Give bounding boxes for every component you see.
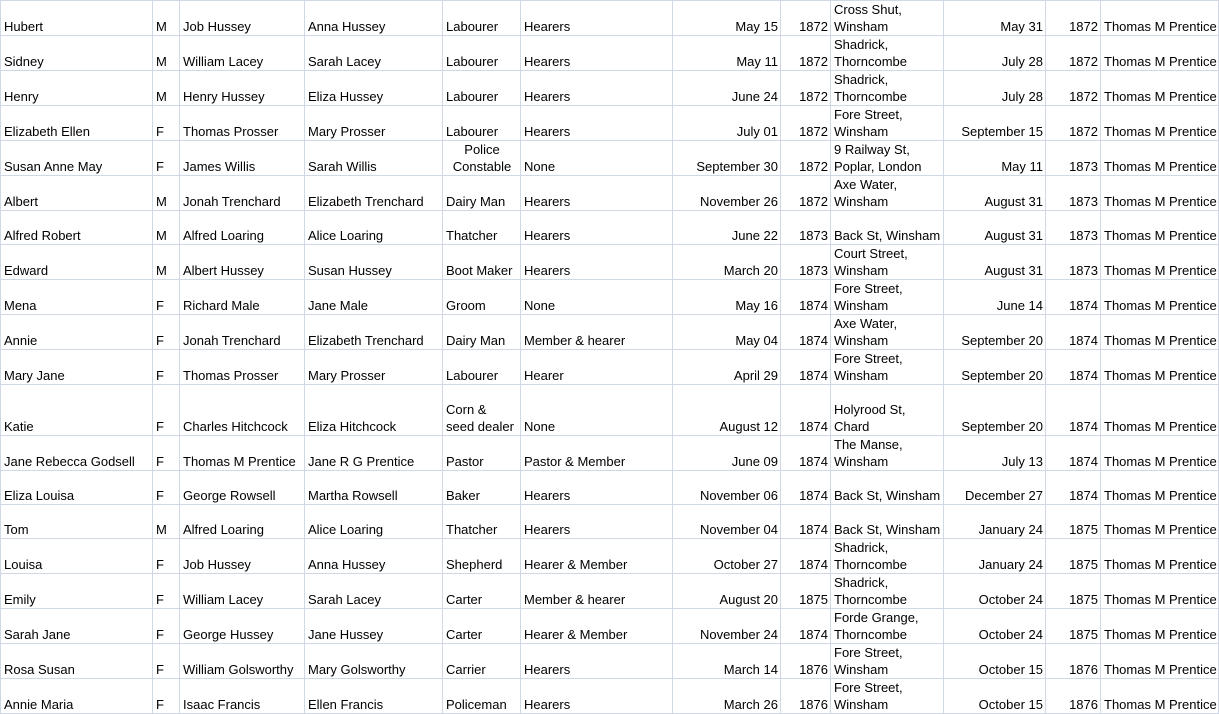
cell-address[interactable]: Shadrick, Thorncombe bbox=[831, 71, 944, 106]
cell-status[interactable]: Hearers bbox=[521, 1, 673, 36]
cell-baptism-date[interactable]: December 27 bbox=[944, 471, 1046, 505]
cell-occupation[interactable]: Dairy Man bbox=[443, 176, 521, 211]
cell-baptism-date[interactable]: August 31 bbox=[944, 176, 1046, 211]
cell-status[interactable]: Hearers bbox=[521, 106, 673, 141]
cell-occupation[interactable]: Dairy Man bbox=[443, 315, 521, 350]
cell-status[interactable]: Pastor & Member bbox=[521, 436, 673, 471]
cell-baptism-date[interactable]: January 24 bbox=[944, 505, 1046, 539]
table-row bbox=[1, 539, 1219, 574]
table-row bbox=[1, 471, 1219, 505]
cell-baptism-date[interactable]: September 20 bbox=[944, 315, 1046, 350]
spreadsheet-rows bbox=[1, 1, 1219, 714]
cell-child-name[interactable]: Albert bbox=[1, 176, 153, 211]
cell-sex[interactable]: F bbox=[153, 350, 180, 385]
cell-father[interactable]: George Rowsell bbox=[180, 471, 305, 505]
cell-birth-year[interactable]: 1872 bbox=[781, 36, 831, 71]
cell-birth-date[interactable]: May 15 bbox=[673, 1, 781, 36]
cell-baptism-year[interactable]: 1876 bbox=[1046, 644, 1101, 679]
cell-mother[interactable]: Ellen Francis bbox=[305, 679, 443, 714]
cell-status[interactable]: Hearer bbox=[521, 350, 673, 385]
cell-birth-date[interactable]: November 26 bbox=[673, 176, 781, 211]
table-row bbox=[1, 679, 1219, 714]
cell-minister[interactable]: Thomas M Prentice bbox=[1101, 141, 1219, 176]
cell-sex[interactable]: F bbox=[153, 609, 180, 644]
cell-birth-year[interactable]: 1874 bbox=[781, 385, 831, 436]
cell-minister[interactable]: Thomas M Prentice bbox=[1101, 211, 1219, 245]
cell-birth-year[interactable]: 1873 bbox=[781, 245, 831, 280]
cell-address[interactable]: Shadrick, Thorncombe bbox=[831, 574, 944, 609]
cell-birth-year[interactable]: 1872 bbox=[781, 1, 831, 36]
table-row bbox=[1, 176, 1219, 211]
cell-sex[interactable]: M bbox=[153, 36, 180, 71]
cell-baptism-date[interactable]: May 11 bbox=[944, 141, 1046, 176]
cell-child-name[interactable]: Edward bbox=[1, 245, 153, 280]
cell-status[interactable]: None bbox=[521, 141, 673, 176]
cell-child-name[interactable]: Mena bbox=[1, 280, 153, 315]
cell-minister[interactable]: Thomas M Prentice bbox=[1101, 644, 1219, 679]
cell-birth-year[interactable]: 1872 bbox=[781, 176, 831, 211]
cell-father[interactable]: Jonah Trenchard bbox=[180, 176, 305, 211]
cell-status[interactable]: Hearer & Member bbox=[521, 609, 673, 644]
cell-address[interactable]: Back St, Winsham bbox=[831, 471, 944, 505]
cell-baptism-year[interactable]: 1875 bbox=[1046, 574, 1101, 609]
cell-address[interactable]: Fore Street, Winsham bbox=[831, 106, 944, 141]
cell-child-name[interactable]: Alfred Robert bbox=[1, 211, 153, 245]
cell-minister[interactable]: Thomas M Prentice bbox=[1101, 385, 1219, 436]
cell-mother[interactable]: Jane R G Prentice bbox=[305, 436, 443, 471]
cell-birth-year[interactable]: 1874 bbox=[781, 315, 831, 350]
cell-birth-date[interactable]: March 14 bbox=[673, 644, 781, 679]
cell-occupation[interactable]: Labourer bbox=[443, 1, 521, 36]
table-row bbox=[1, 385, 1219, 436]
cell-minister[interactable]: Thomas M Prentice bbox=[1101, 245, 1219, 280]
cell-birth-date[interactable]: June 09 bbox=[673, 436, 781, 471]
cell-baptism-year[interactable]: 1874 bbox=[1046, 350, 1101, 385]
cell-birth-date[interactable]: April 29 bbox=[673, 350, 781, 385]
cell-address[interactable]: 9 Railway St, Poplar, London bbox=[831, 141, 944, 176]
cell-sex[interactable]: M bbox=[153, 245, 180, 280]
cell-occupation[interactable]: Carter bbox=[443, 609, 521, 644]
cell-birth-year[interactable]: 1874 bbox=[781, 350, 831, 385]
cell-baptism-year[interactable]: 1875 bbox=[1046, 505, 1101, 539]
cell-birth-date[interactable]: May 04 bbox=[673, 315, 781, 350]
cell-baptism-date[interactable]: September 20 bbox=[944, 385, 1046, 436]
cell-baptism-year[interactable]: 1874 bbox=[1046, 436, 1101, 471]
cell-minister[interactable]: Thomas M Prentice bbox=[1101, 436, 1219, 471]
cell-occupation[interactable]: Labourer bbox=[443, 106, 521, 141]
cell-father[interactable]: Alfred Loaring bbox=[180, 505, 305, 539]
cell-baptism-date[interactable]: October 24 bbox=[944, 609, 1046, 644]
cell-minister[interactable]: Thomas M Prentice bbox=[1101, 176, 1219, 211]
cell-child-name[interactable]: Emily bbox=[1, 574, 153, 609]
cell-occupation[interactable]: Groom bbox=[443, 280, 521, 315]
cell-minister[interactable]: Thomas M Prentice bbox=[1101, 106, 1219, 141]
cell-child-name[interactable]: Katie bbox=[1, 385, 153, 436]
cell-sex[interactable]: M bbox=[153, 1, 180, 36]
cell-birth-date[interactable]: August 12 bbox=[673, 385, 781, 436]
cell-minister[interactable]: Thomas M Prentice bbox=[1101, 679, 1219, 714]
cell-mother[interactable]: Susan Hussey bbox=[305, 245, 443, 280]
cell-birth-date[interactable]: August 20 bbox=[673, 574, 781, 609]
cell-occupation[interactable]: Baker bbox=[443, 471, 521, 505]
cell-child-name[interactable]: Hubert bbox=[1, 1, 153, 36]
cell-address[interactable]: Back St, Winsham bbox=[831, 211, 944, 245]
cell-child-name[interactable]: Sidney bbox=[1, 36, 153, 71]
cell-sex[interactable]: F bbox=[153, 385, 180, 436]
cell-status[interactable]: Member & hearer bbox=[521, 315, 673, 350]
cell-sex[interactable]: F bbox=[153, 471, 180, 505]
cell-birth-date[interactable]: March 20 bbox=[673, 245, 781, 280]
cell-father[interactable]: Job Hussey bbox=[180, 539, 305, 574]
cell-birth-date[interactable]: March 26 bbox=[673, 679, 781, 714]
cell-baptism-date[interactable]: October 15 bbox=[944, 679, 1046, 714]
cell-baptism-date[interactable]: September 20 bbox=[944, 350, 1046, 385]
cell-baptism-year[interactable]: 1872 bbox=[1046, 1, 1101, 36]
cell-occupation[interactable]: Carter bbox=[443, 574, 521, 609]
cell-mother[interactable]: Sarah Lacey bbox=[305, 574, 443, 609]
cell-birth-date[interactable]: November 04 bbox=[673, 505, 781, 539]
cell-address[interactable]: Axe Water, Winsham bbox=[831, 315, 944, 350]
cell-minister[interactable]: Thomas M Prentice bbox=[1101, 471, 1219, 505]
cell-mother[interactable]: Elizabeth Trenchard bbox=[305, 176, 443, 211]
cell-birth-year[interactable]: 1873 bbox=[781, 211, 831, 245]
cell-father[interactable]: Job Hussey bbox=[180, 1, 305, 36]
cell-minister[interactable]: Thomas M Prentice bbox=[1101, 505, 1219, 539]
table-row bbox=[1, 505, 1219, 539]
cell-child-name[interactable]: Eliza Louisa bbox=[1, 471, 153, 505]
cell-birth-year[interactable]: 1874 bbox=[781, 471, 831, 505]
cell-sex[interactable]: M bbox=[153, 211, 180, 245]
cell-baptism-date[interactable]: August 31 bbox=[944, 211, 1046, 245]
cell-father[interactable]: Henry Hussey bbox=[180, 71, 305, 106]
cell-birth-date[interactable]: November 24 bbox=[673, 609, 781, 644]
cell-father[interactable]: Thomas M Prentice bbox=[180, 436, 305, 471]
cell-birth-year[interactable]: 1874 bbox=[781, 539, 831, 574]
cell-status[interactable]: Hearers bbox=[521, 505, 673, 539]
cell-baptism-year[interactable]: 1873 bbox=[1046, 176, 1101, 211]
table-row bbox=[1, 36, 1219, 71]
cell-sex[interactable]: M bbox=[153, 71, 180, 106]
cell-baptism-date[interactable]: June 14 bbox=[944, 280, 1046, 315]
table-row bbox=[1, 141, 1219, 176]
cell-birth-date[interactable]: July 01 bbox=[673, 106, 781, 141]
cell-occupation[interactable]: Police Constable bbox=[443, 141, 521, 176]
cell-baptism-year[interactable]: 1873 bbox=[1046, 141, 1101, 176]
cell-child-name[interactable]: Henry bbox=[1, 71, 153, 106]
cell-baptism-year[interactable]: 1872 bbox=[1046, 71, 1101, 106]
cell-father[interactable]: Albert Hussey bbox=[180, 245, 305, 280]
cell-mother[interactable]: Eliza Hitchcock bbox=[305, 385, 443, 436]
cell-baptism-date[interactable]: July 13 bbox=[944, 436, 1046, 471]
cell-birth-year[interactable]: 1874 bbox=[781, 609, 831, 644]
table-row bbox=[1, 1, 1219, 36]
cell-mother[interactable]: Mary Prosser bbox=[305, 350, 443, 385]
cell-mother[interactable]: Jane Male bbox=[305, 280, 443, 315]
cell-mother[interactable]: Mary Golsworthy bbox=[305, 644, 443, 679]
cell-birth-date[interactable]: September 30 bbox=[673, 141, 781, 176]
cell-father[interactable]: Alfred Loaring bbox=[180, 211, 305, 245]
cell-status[interactable]: Hearers bbox=[521, 176, 673, 211]
cell-occupation[interactable]: Labourer bbox=[443, 71, 521, 106]
cell-address[interactable]: Shadrick, Thorncombe bbox=[831, 36, 944, 71]
cell-occupation[interactable]: Shepherd bbox=[443, 539, 521, 574]
cell-father[interactable]: Charles Hitchcock bbox=[180, 385, 305, 436]
cell-baptism-date[interactable]: May 31 bbox=[944, 1, 1046, 36]
cell-baptism-date[interactable]: January 24 bbox=[944, 539, 1046, 574]
cell-father[interactable]: William Golsworthy bbox=[180, 644, 305, 679]
cell-sex[interactable]: F bbox=[153, 436, 180, 471]
cell-birth-date[interactable]: May 16 bbox=[673, 280, 781, 315]
cell-baptism-date[interactable]: July 28 bbox=[944, 71, 1046, 106]
cell-address[interactable]: Court Street, Winsham bbox=[831, 245, 944, 280]
cell-status[interactable]: Hearers bbox=[521, 211, 673, 245]
cell-minister[interactable]: Thomas M Prentice bbox=[1101, 280, 1219, 315]
cell-father[interactable]: William Lacey bbox=[180, 574, 305, 609]
cell-occupation[interactable]: Thatcher bbox=[443, 505, 521, 539]
cell-sex[interactable]: F bbox=[153, 106, 180, 141]
cell-status[interactable]: Member & hearer bbox=[521, 574, 673, 609]
cell-baptism-year[interactable]: 1875 bbox=[1046, 539, 1101, 574]
cell-mother[interactable]: Mary Prosser bbox=[305, 106, 443, 141]
cell-birth-year[interactable]: 1876 bbox=[781, 644, 831, 679]
cell-child-name[interactable]: Mary Jane bbox=[1, 350, 153, 385]
cell-birth-year[interactable]: 1872 bbox=[781, 106, 831, 141]
cell-minister[interactable]: Thomas M Prentice bbox=[1101, 539, 1219, 574]
cell-father[interactable]: Thomas Prosser bbox=[180, 350, 305, 385]
cell-baptism-year[interactable]: 1873 bbox=[1046, 245, 1101, 280]
table-row bbox=[1, 211, 1219, 245]
cell-minister[interactable]: Thomas M Prentice bbox=[1101, 36, 1219, 71]
cell-address[interactable]: Back St, Winsham bbox=[831, 505, 944, 539]
cell-mother[interactable]: Anna Hussey bbox=[305, 539, 443, 574]
cell-sex[interactable]: F bbox=[153, 280, 180, 315]
cell-occupation[interactable]: Corn & seed dealer bbox=[443, 385, 521, 436]
cell-minister[interactable]: Thomas M Prentice bbox=[1101, 71, 1219, 106]
cell-baptism-year[interactable]: 1874 bbox=[1046, 385, 1101, 436]
table-row bbox=[1, 644, 1219, 679]
cell-status[interactable]: Hearers bbox=[521, 71, 673, 106]
cell-sex[interactable]: F bbox=[153, 539, 180, 574]
cell-status[interactable]: Hearer & Member bbox=[521, 539, 673, 574]
cell-minister[interactable]: Thomas M Prentice bbox=[1101, 350, 1219, 385]
table-row bbox=[1, 245, 1219, 280]
cell-father[interactable]: William Lacey bbox=[180, 36, 305, 71]
cell-minister[interactable]: Thomas M Prentice bbox=[1101, 1, 1219, 36]
cell-baptism-year[interactable]: 1874 bbox=[1046, 471, 1101, 505]
cell-occupation[interactable]: Pastor bbox=[443, 436, 521, 471]
table-row bbox=[1, 280, 1219, 315]
cell-mother[interactable]: Jane Hussey bbox=[305, 609, 443, 644]
cell-birth-year[interactable]: 1872 bbox=[781, 141, 831, 176]
cell-mother[interactable]: Sarah Lacey bbox=[305, 36, 443, 71]
cell-occupation[interactable]: Thatcher bbox=[443, 211, 521, 245]
cell-mother[interactable]: Eliza Hussey bbox=[305, 71, 443, 106]
cell-mother[interactable]: Martha Rowsell bbox=[305, 471, 443, 505]
cell-birth-year[interactable]: 1874 bbox=[781, 505, 831, 539]
cell-minister[interactable]: Thomas M Prentice bbox=[1101, 315, 1219, 350]
cell-father[interactable]: Richard Male bbox=[180, 280, 305, 315]
cell-occupation[interactable]: Boot Maker bbox=[443, 245, 521, 280]
cell-sex[interactable]: F bbox=[153, 679, 180, 714]
cell-birth-date[interactable]: October 27 bbox=[673, 539, 781, 574]
table-row bbox=[1, 71, 1219, 106]
cell-address[interactable]: Fore Street, Winsham bbox=[831, 679, 944, 714]
table-row bbox=[1, 436, 1219, 471]
cell-child-name[interactable]: Tom bbox=[1, 505, 153, 539]
cell-baptism-year[interactable]: 1874 bbox=[1046, 315, 1101, 350]
table-row bbox=[1, 609, 1219, 644]
cell-baptism-year[interactable]: 1872 bbox=[1046, 106, 1101, 141]
cell-mother[interactable]: Elizabeth Trenchard bbox=[305, 315, 443, 350]
cell-child-name[interactable]: Annie Maria bbox=[1, 679, 153, 714]
cell-birth-date[interactable]: June 24 bbox=[673, 71, 781, 106]
cell-birth-date[interactable]: June 22 bbox=[673, 211, 781, 245]
cell-address[interactable]: Forde Grange, Thorncombe bbox=[831, 609, 944, 644]
cell-occupation[interactable]: Carrier bbox=[443, 644, 521, 679]
cell-address[interactable]: Shadrick, Thorncombe bbox=[831, 539, 944, 574]
cell-birth-year[interactable]: 1876 bbox=[781, 679, 831, 714]
cell-occupation[interactable]: Policeman bbox=[443, 679, 521, 714]
cell-birth-year[interactable]: 1875 bbox=[781, 574, 831, 609]
table-row bbox=[1, 574, 1219, 609]
cell-sex[interactable]: F bbox=[153, 141, 180, 176]
cell-mother[interactable]: Anna Hussey bbox=[305, 1, 443, 36]
cell-status[interactable]: Hearers bbox=[521, 471, 673, 505]
cell-mother[interactable]: Alice Loaring bbox=[305, 505, 443, 539]
table-row bbox=[1, 315, 1219, 350]
cell-birth-date[interactable]: November 06 bbox=[673, 471, 781, 505]
cell-address[interactable]: The Manse, Winsham bbox=[831, 436, 944, 471]
cell-birth-date[interactable]: May 11 bbox=[673, 36, 781, 71]
cell-sex[interactable]: M bbox=[153, 176, 180, 211]
cell-address[interactable]: Cross Shut, Winsham bbox=[831, 1, 944, 36]
cell-baptism-date[interactable]: August 31 bbox=[944, 245, 1046, 280]
cell-minister[interactable]: Thomas M Prentice bbox=[1101, 574, 1219, 609]
cell-status[interactable]: None bbox=[521, 385, 673, 436]
cell-birth-year[interactable]: 1872 bbox=[781, 71, 831, 106]
cell-address[interactable]: Axe Water, Winsham bbox=[831, 176, 944, 211]
cell-father[interactable]: Thomas Prosser bbox=[180, 106, 305, 141]
cell-address[interactable]: Holyrood St, Chard bbox=[831, 385, 944, 436]
cell-father[interactable]: Jonah Trenchard bbox=[180, 315, 305, 350]
cell-baptism-date[interactable]: October 15 bbox=[944, 644, 1046, 679]
cell-baptism-date[interactable]: July 28 bbox=[944, 36, 1046, 71]
cell-baptism-year[interactable]: 1875 bbox=[1046, 609, 1101, 644]
cell-child-name[interactable]: Annie bbox=[1, 315, 153, 350]
cell-sex[interactable]: M bbox=[153, 505, 180, 539]
table-row bbox=[1, 350, 1219, 385]
cell-occupation[interactable]: Labourer bbox=[443, 36, 521, 71]
cell-baptism-year[interactable]: 1876 bbox=[1046, 679, 1101, 714]
cell-address[interactable]: Fore Street, Winsham bbox=[831, 644, 944, 679]
cell-address[interactable]: Fore Street, Winsham bbox=[831, 280, 944, 315]
cell-status[interactable]: None bbox=[521, 280, 673, 315]
cell-baptism-date[interactable]: September 15 bbox=[944, 106, 1046, 141]
cell-mother[interactable]: Alice Loaring bbox=[305, 211, 443, 245]
cell-child-name[interactable]: Louisa bbox=[1, 539, 153, 574]
cell-address[interactable]: Fore Street, Winsham bbox=[831, 350, 944, 385]
cell-status[interactable]: Hearers bbox=[521, 679, 673, 714]
cell-father[interactable]: George Hussey bbox=[180, 609, 305, 644]
cell-minister[interactable]: Thomas M Prentice bbox=[1101, 609, 1219, 644]
cell-child-name[interactable]: Sarah Jane bbox=[1, 609, 153, 644]
cell-status[interactable]: Hearers bbox=[521, 36, 673, 71]
cell-child-name[interactable]: Susan Anne May bbox=[1, 141, 153, 176]
cell-child-name[interactable]: Rosa Susan bbox=[1, 644, 153, 679]
cell-sex[interactable]: F bbox=[153, 644, 180, 679]
cell-birth-year[interactable]: 1874 bbox=[781, 436, 831, 471]
cell-father[interactable]: Isaac Francis bbox=[180, 679, 305, 714]
cell-status[interactable]: Hearers bbox=[521, 245, 673, 280]
cell-occupation[interactable]: Labourer bbox=[443, 350, 521, 385]
cell-baptism-year[interactable]: 1874 bbox=[1046, 280, 1101, 315]
cell-mother[interactable]: Sarah Willis bbox=[305, 141, 443, 176]
cell-father[interactable]: James Willis bbox=[180, 141, 305, 176]
cell-child-name[interactable]: Jane Rebecca Godsell bbox=[1, 436, 153, 471]
cell-sex[interactable]: F bbox=[153, 315, 180, 350]
cell-baptism-date[interactable]: October 24 bbox=[944, 574, 1046, 609]
cell-status[interactable]: Hearers bbox=[521, 644, 673, 679]
cell-baptism-year[interactable]: 1872 bbox=[1046, 36, 1101, 71]
cell-child-name[interactable]: Elizabeth Ellen bbox=[1, 106, 153, 141]
cell-birth-year[interactable]: 1874 bbox=[781, 280, 831, 315]
cell-sex[interactable]: F bbox=[153, 574, 180, 609]
cell-baptism-year[interactable]: 1873 bbox=[1046, 211, 1101, 245]
table-row bbox=[1, 106, 1219, 141]
